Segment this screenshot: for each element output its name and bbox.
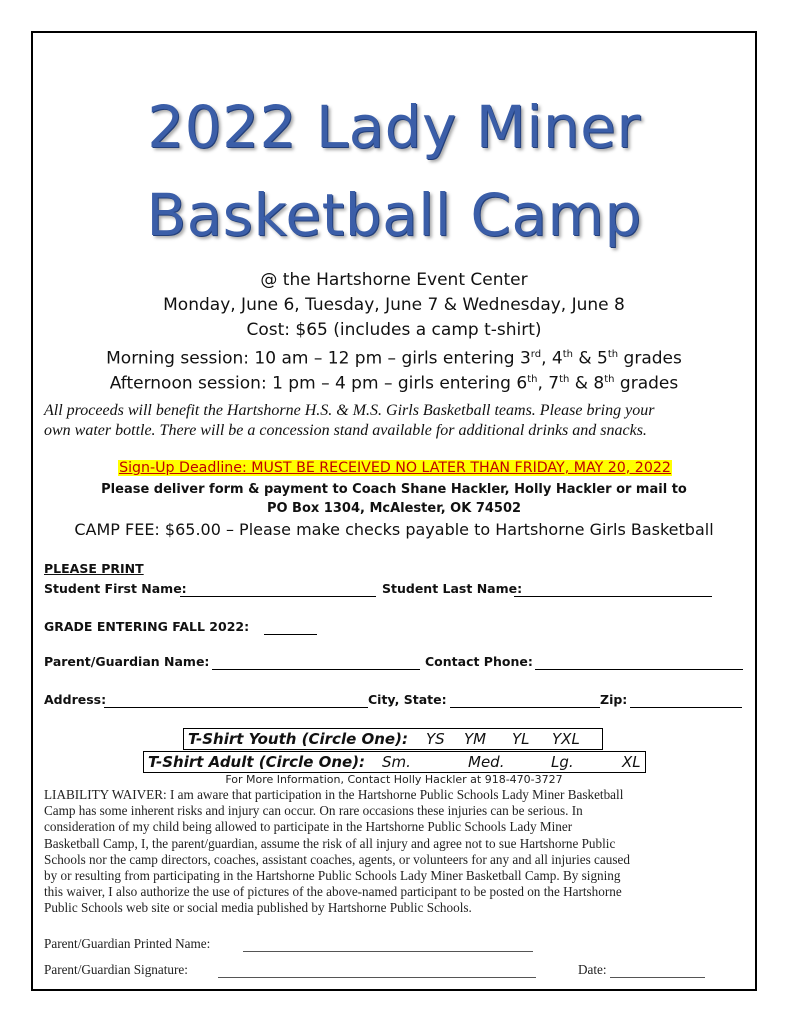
waiver-line: by or resulting from participating in the Hartshorne Public Schools Lady Miner Basketball Camp. By signing xyxy=(44,868,621,884)
tshirt-adult-option[interactable]: XL xyxy=(622,753,641,771)
student-first-name-label: Student First Name: xyxy=(44,581,187,596)
zip-field[interactable] xyxy=(630,707,742,708)
waiver-line: Schools nor the camp directors, coaches, assistant coaches, agents, or volunteers for any and all injuries caused xyxy=(44,851,630,867)
date-field[interactable] xyxy=(610,977,705,978)
please-print-label: PLEASE PRINT xyxy=(44,561,144,576)
city-state-field[interactable] xyxy=(450,707,600,708)
tshirt-youth-option[interactable]: YXL xyxy=(552,730,580,748)
waiver-line: Camp has some inherent risks and injury can occur. On rare occasions these injuries can be serious. In xyxy=(44,803,583,819)
printed-name-label: Parent/Guardian Printed Name: xyxy=(44,936,211,951)
address-label: Address: xyxy=(44,692,107,707)
date-label: Date: xyxy=(578,962,607,977)
student-first-name-field[interactable] xyxy=(180,596,376,597)
afternoon-session-text: Afternoon session: 1 pm – 4 pm – girls entering 6th, 7th & 8th grades xyxy=(109,373,679,394)
printed-name-field[interactable] xyxy=(243,951,533,952)
tshirt-youth-box xyxy=(183,728,603,750)
tshirt-youth-label: T-Shirt Youth (Circle One): xyxy=(188,730,408,748)
address-field[interactable] xyxy=(104,707,368,708)
more-info-text: For More Information, Contact Holly Hackler at 918-470-3727 xyxy=(225,773,563,786)
waiver-line: this waiver, I also authorize the use of pictures of the above-named participant to be posted on the Hartshorne xyxy=(44,884,622,900)
signup-deadline: Sign-Up Deadline: MUST BE RECEIVED NO LATER THAN FRIDAY, MAY 20, 2022 xyxy=(119,460,671,476)
title-line-1: 2022 Lady Miner xyxy=(147,93,641,161)
dates-text: Monday, June 6, Tuesday, June 7 & Wednesday, June 8 xyxy=(163,295,625,315)
waiver-line: Public Schools web site or social media published by Hartshorne Public Schools. xyxy=(44,900,472,916)
cost-text: Cost: $65 (includes a camp t-shirt) xyxy=(246,320,542,340)
student-last-name-field[interactable] xyxy=(514,596,712,597)
delivery-line-2: PO Box 1304, McAlester, OK 74502 xyxy=(266,501,522,516)
tshirt-adult-option[interactable]: Sm. xyxy=(382,753,411,771)
zip-label: Zip: xyxy=(600,692,628,707)
tshirt-youth-option[interactable]: YM xyxy=(464,730,487,748)
tshirt-adult-option[interactable]: Lg. xyxy=(551,753,574,771)
proceeds-line-2: own water bottle. There will be a concession stand available for additional drinks and snacks. xyxy=(44,422,647,439)
signature-field[interactable] xyxy=(218,977,536,978)
waiver-line: LIABILITY WAIVER: I am aware that participation in the Hartshorne Public Schools Lady Miner Basketball xyxy=(44,787,624,802)
student-last-name-label: Student Last Name: xyxy=(382,581,523,596)
contact-phone-label: Contact Phone: xyxy=(425,654,533,669)
proceeds-line-1: All proceeds will benefit the Hartshorne H.S. & M.S. Girls Basketball teams. Please bring your xyxy=(44,402,655,419)
signature-label: Parent/Guardian Signature: xyxy=(44,962,188,977)
delivery-line-1: Please deliver form & payment to Coach Shane Hackler, Holly Hackler or mail to xyxy=(101,482,687,497)
tshirt-adult-option[interactable]: Med. xyxy=(468,753,505,771)
morning-session-text: Morning session: 10 am – 12 pm – girls entering 3rd, 4th & 5th grades xyxy=(106,348,682,369)
waiver-line: consideration of my child being allowed to participate in the Hartshorne Public Schools Lady Miner xyxy=(44,819,573,835)
camp-fee-text: CAMP FEE: $65.00 – Please make checks payable to Hartshorne Girls Basketball xyxy=(74,520,714,539)
tshirt-youth-option[interactable]: YS xyxy=(426,730,445,748)
city-state-label: City, State: xyxy=(368,692,447,707)
tshirt-adult-label: T-Shirt Adult (Circle One): xyxy=(148,753,366,771)
parent-name-field[interactable] xyxy=(212,669,420,670)
grade-field[interactable] xyxy=(264,634,317,635)
parent-name-label: Parent/Guardian Name: xyxy=(44,654,210,669)
title-line-2: Basketball Camp xyxy=(146,181,642,249)
grade-label: GRADE ENTERING FALL 2022: xyxy=(44,619,250,634)
tshirt-youth-option[interactable]: YL xyxy=(512,730,530,748)
contact-phone-field[interactable] xyxy=(535,669,743,670)
waiver-line: Basketball Camp, I, the parent/guardian, assume the risk of all injury and agree not to sue Hartshorne Public xyxy=(44,835,616,851)
tshirt-adult-box xyxy=(143,751,646,773)
liability-waiver xyxy=(44,787,744,917)
location-text: @ the Hartshorne Event Center xyxy=(260,270,528,290)
